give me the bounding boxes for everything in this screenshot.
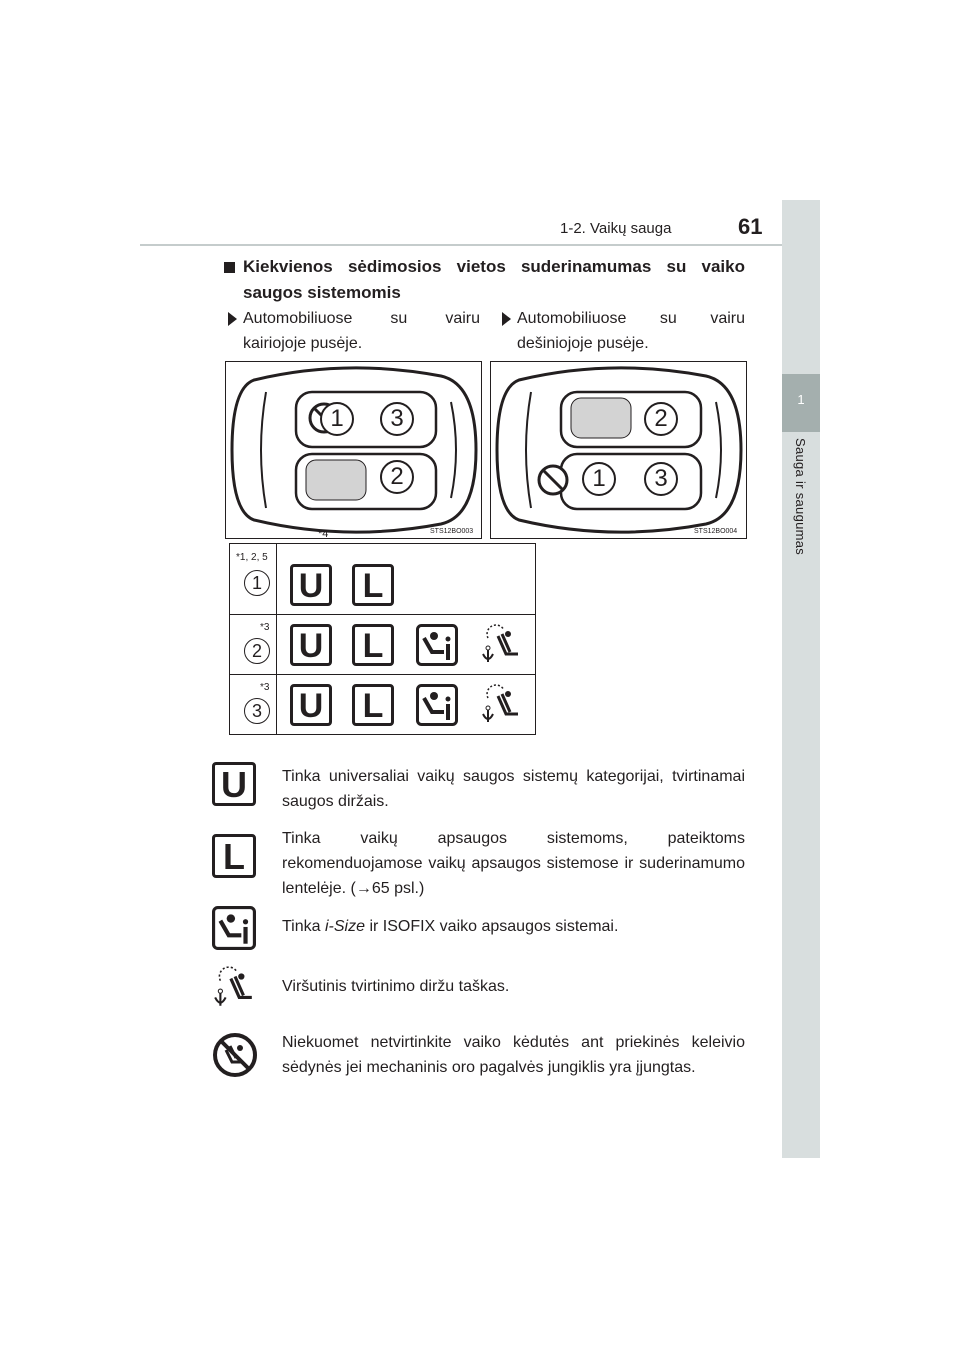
seat-number-badge: 2 [380, 460, 414, 494]
footnote-marker: *4 [318, 528, 329, 540]
seat-number-badge: 1 [320, 402, 354, 436]
car-top-view-illustration [226, 362, 481, 538]
seat-number-badge: 2 [644, 402, 678, 436]
legend-u-icon: U [212, 762, 256, 806]
legend-isize-text [282, 914, 745, 939]
seat-number-badge: 1 [582, 462, 616, 496]
chapter-side-tab [782, 200, 820, 1158]
seat-compatibility-table [229, 543, 536, 735]
section-heading: Kiekvienos sėdimosios vietos suderinamumas su vaiko saugos sistemomis [243, 257, 745, 302]
page-number: 61 [738, 214, 763, 239]
legend-isize-term: i-Size [324, 918, 365, 935]
figure-code: STS12BO003 [430, 528, 474, 535]
row-footnote: *3 [260, 682, 270, 693]
isize-seat-icon [416, 624, 458, 671]
car-diagram-right-hand-drive [490, 361, 747, 539]
row-footnote: *3 [260, 622, 270, 633]
isize-seat-icon [416, 684, 458, 731]
legend-u-text: Tinka universaliai vaikų saugos sistemų kategorijai, tvirtinamai saugos diržais. [282, 768, 745, 810]
table-row-divider [230, 674, 535, 675]
legend-anchor-text: Viršutinis tvirtinimo diržu taškas. [282, 978, 510, 995]
legend-l-text: Tinka vaikų apsaugos sistemoms, pateiktoms rekomenduojamose vaikų apsaugos sistemose ir suderinamumo lentelėje. (→65 psl.) [282, 830, 745, 897]
triangle-bullet-icon [502, 312, 511, 326]
l-category-icon: L [352, 564, 394, 606]
legend-no-child-seat-airbag-icon [212, 1032, 258, 1083]
row-footnote: *1, 2, 5 [236, 552, 268, 563]
section-title: 1-2. Vaikų sauga [560, 220, 672, 237]
row-seat-number: 3 [244, 698, 270, 724]
car-top-view-illustration [491, 362, 746, 538]
chapter-label: Sauga ir saugumas [793, 438, 808, 556]
legend-isize-text-end: ir ISOFIX vaiko apsaugos sistemai. [365, 918, 619, 935]
legend-isize-icon [212, 906, 256, 955]
legend-l-icon: L [212, 834, 256, 878]
figure-code: STS12BO004 [694, 528, 738, 535]
seat-number-badge: 3 [380, 402, 414, 436]
heading-square-marker [224, 262, 235, 273]
header-rule [140, 244, 820, 246]
row-seat-number: 2 [244, 638, 270, 664]
legend-anchor-icon [212, 966, 256, 1015]
legend-no-child-seat-text: Niekuomet netvirtinkite vaiko kėdutės ant priekinės keleivio sėdynės jei mechaninis oro pagalvės jungiklis yra įjungtas. [282, 1034, 745, 1076]
l-category-icon: L [352, 624, 394, 666]
top-tether-anchor-icon [480, 684, 522, 731]
car-diagram-left-hand-drive [225, 361, 482, 539]
row-seat-number: 1 [244, 570, 270, 596]
table-row-divider [230, 614, 535, 615]
table-column-divider [276, 544, 277, 734]
triangle-bullet-icon [228, 312, 237, 326]
u-category-icon: U [290, 564, 332, 606]
seat-number-badge: 3 [644, 462, 678, 496]
subheading-right-hand-drive: Automobiliuose su vairu dešiniojoje pusėje. [517, 310, 745, 352]
chapter-number: 1 [797, 392, 805, 407]
top-tether-anchor-icon [480, 624, 522, 671]
l-category-icon: L [352, 684, 394, 726]
u-category-icon: U [290, 684, 332, 726]
legend-isize-text-start: Tinka [282, 918, 325, 935]
subheading-left-hand-drive: Automobiliuose su vairu kairiojoje pusėje. [243, 310, 480, 352]
u-category-icon: U [290, 624, 332, 666]
